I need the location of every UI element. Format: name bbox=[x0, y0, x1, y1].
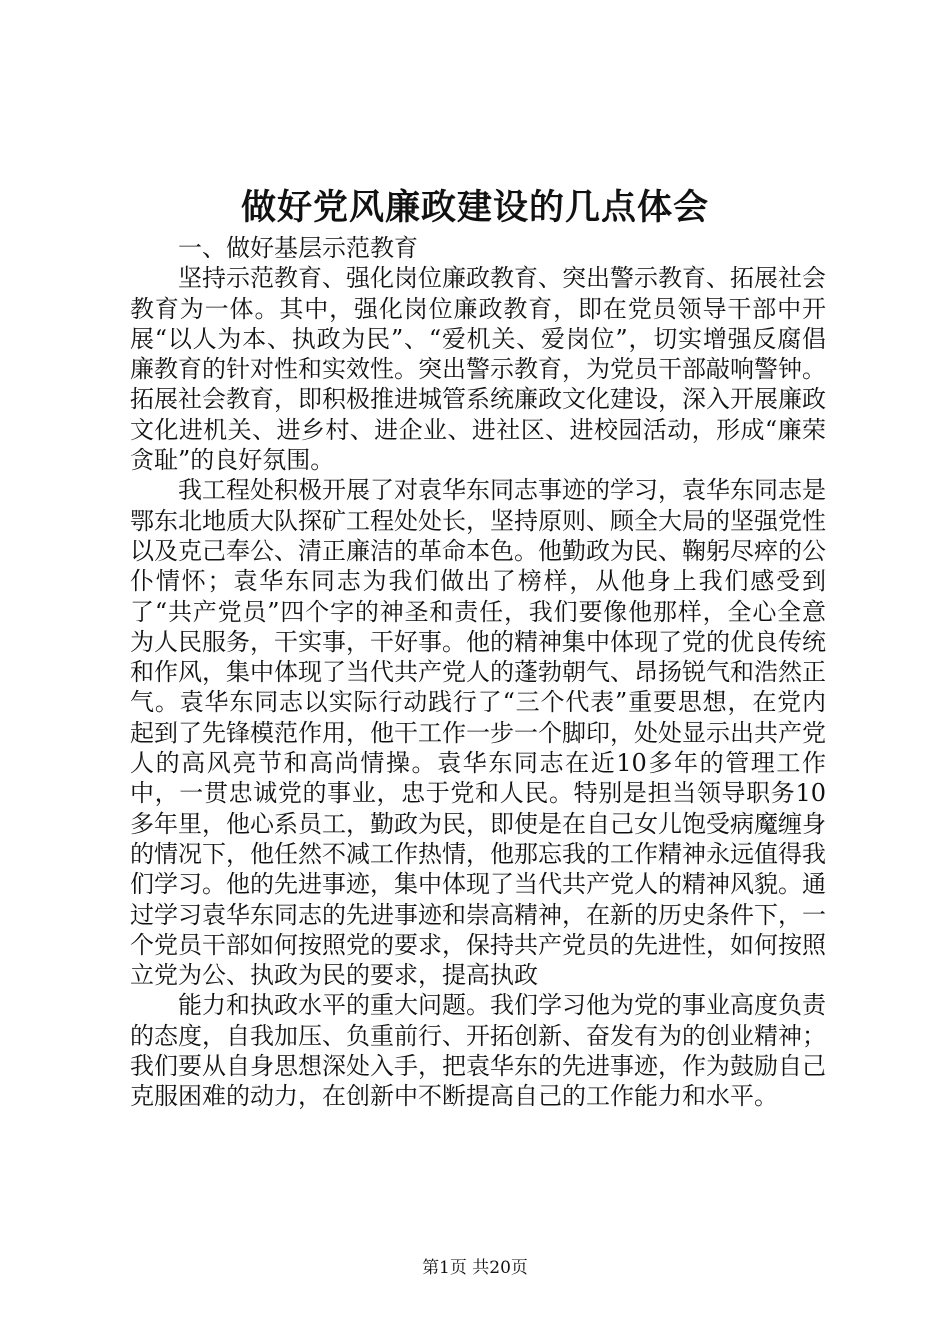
section-heading: 一、做好基层示范教育 bbox=[178, 234, 418, 262]
page-footer: 第1页 共20页 bbox=[422, 1258, 528, 1278]
document-body bbox=[130, 233, 826, 1112]
body-paragraph: 我工程处积极开展了对袁华东同志事迹的学习，袁华东同志是鄂东北地质大队探矿工程处处长，坚持原则、顾全大局的坚强党性以及克己奉公、清正廉洁的革命本色。他勤政为民、鞠躬尽瘁的公仆情怀；袁华东同志为我们做出了榜样，从他身上我们感受到了“共产党员”四个字的神圣和责任，我们要像他那样，全心全意为人民服务，干实事，干好事。他的精神集中体现了党的优良传统和作风，集中体现了当代共产党人的蓬勃朝气、昂扬锐气和浩然正气。袁华东同志以实际行动践行了“三个代表”重要思想，在党内起到了先锋模范作用，他干工作一步一个脚印，处处显示出共产党人的高风亮节和高尚情操。袁华东同志在近10多年的管理工作中，一贯忠诚党的事业，忠于党和人民。特别是担当领导职务10多年里，他心系员工，勤政为民，即使是在自己女儿饱受病魔缠身的情况下，他任然不减工作热情，他那忘我的工作精神永远值得我们学习。他的先进事迹，集中体现了当代共产党人的精神风貌。通过学习袁华东同志的先进事迹和崇高精神，在新的历史条件下，一个党员干部如何按照党的要求，保持共产党员的先进性，如何按照立党为公、执政为民的要求，提高执政 bbox=[130, 476, 826, 990]
body-paragraph: 坚持示范教育、强化岗位廉政教育、突出警示教育、拓展社会教育为一体。其中，强化岗位廉政教育，即在党员领导干部中开展“以人为本、执政为民”、“爱机关、爱岗位”，切实增强反腐倡廉教育的针对性和实效性。突出警示教育，为党员干部敲响警钟。拓展社会教育，即积极推进城管系统廉政文化建设，深入开展廉政文化进机关、进乡村、进企业、进社区、进校园活动，形成“廉荣贪耻”的良好氛围。 bbox=[130, 264, 826, 475]
body-paragraph: 能力和执政水平的重大问题。我们学习他为党的事业高度负责的态度，自我加压、负重前行、开拓创新、奋发有为的创业精神；我们要从自身思想深处入手，把袁华东的先进事迹，作为鼓励自己克服困难的动力，在创新中不断提高自己的工作能力和水平。 bbox=[130, 991, 826, 1111]
document-title: 做好党风廉政建设的几点体会 bbox=[240, 187, 709, 228]
